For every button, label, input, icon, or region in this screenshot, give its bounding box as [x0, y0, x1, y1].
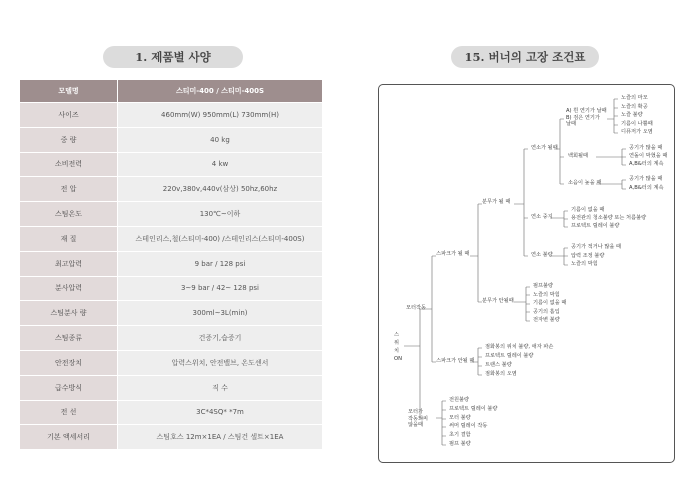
tree-bad-item: 노즐의 막힘	[571, 261, 598, 267]
tree-sparkfail-item: 프로텍트 릴레이 불량	[485, 353, 534, 359]
fault-table-title-banner	[451, 46, 599, 68]
spec-value: 건증기,습증기	[118, 326, 323, 351]
tree-ab-item: 노즐의 확공	[621, 103, 648, 110]
tree-ab-item: 기름이 나쁠때	[621, 120, 653, 127]
product-spec-table	[20, 80, 322, 450]
spec-header-key: 모델명	[20, 80, 118, 103]
spec-value: 220v,380v,440v(삼상) 50hz,60hz	[118, 177, 323, 202]
connector-buzzfail-list	[514, 287, 530, 321]
tree-root-switch-on: 치	[394, 348, 400, 354]
tree-white-item: A,B&터의 계속	[629, 161, 664, 167]
tree-combust-bad: 연소 불량	[531, 252, 553, 258]
tree-root-switch-on: ON	[394, 356, 402, 362]
tree-white-smoke: 백회될때	[568, 153, 589, 159]
spec-row	[20, 375, 322, 400]
tree-sparkfail-item: 점화봉의 오염	[485, 371, 517, 377]
spec-value: 4 kw	[118, 152, 323, 177]
tree-buzzfail-item: 공기의 흡입	[533, 308, 560, 315]
tree-buzz-ok: 분무가 될 때	[482, 199, 511, 205]
connector-ab-list	[607, 99, 618, 133]
spec-value: 460mm(W) 950mm(L) 730mm(H)	[118, 103, 323, 128]
tree-motoroff-item: 프로텍트 릴레이 불량	[449, 405, 498, 412]
tree-motoroff-item: 써머 릴레이 작동	[449, 423, 488, 430]
spec-row	[20, 251, 322, 276]
tree-combust-stop: 연소 중지	[531, 214, 553, 220]
tree-ab-cause: A) 흰 연기가 날때	[566, 108, 607, 114]
spec-key: 스팀종류	[20, 326, 118, 351]
spec-value: 압력스위치, 안전밸브, 온도센서	[118, 350, 323, 375]
tree-sparkfail-item: 점화봉의 위치 불량, 애자 파손	[485, 344, 554, 350]
spec-row	[20, 425, 322, 450]
tree-buzzfail-item: 펌프불량	[533, 283, 554, 289]
tree-motor-off: 모터가	[408, 409, 424, 415]
spec-key: 분사압력	[20, 276, 118, 301]
connector-spark-ok	[470, 204, 482, 302]
spec-row	[20, 226, 322, 251]
spec-row	[20, 301, 322, 326]
connector-root	[404, 309, 426, 418]
connector-white-list	[596, 149, 626, 165]
spec-value: 40 kg	[118, 127, 323, 152]
connector-motoroff-list	[436, 401, 446, 445]
spec-header-value: 스티미-400 / 스티미-400S	[118, 80, 323, 103]
tree-ab-item: 디퓨저가 오염	[621, 129, 653, 135]
spec-row	[20, 326, 322, 351]
tree-stop-item: 기름이 없을 때	[571, 207, 605, 213]
fault-tree-connectors	[378, 84, 675, 463]
spec-row	[20, 152, 322, 177]
spec-key: 안전장치	[20, 350, 118, 375]
tree-stop-item: 프로텍트 릴레이 불량	[571, 223, 620, 229]
spec-key: 사이즈	[20, 103, 118, 128]
spec-value: 3~9 bar / 42~ 128 psi	[118, 276, 323, 301]
tree-ab-cause: B) 검은 연기가	[566, 114, 600, 121]
spec-title: 1. 제품별 사양	[135, 50, 211, 64]
tree-spark-fail: 스파크가 안될 때	[436, 358, 475, 364]
tree-buzzfail-item: 전자변 불량	[533, 317, 560, 323]
spec-row	[20, 202, 322, 227]
tree-ab-item: 노즐 불량	[621, 112, 643, 118]
spec-title-banner	[103, 46, 243, 68]
spec-key: 중 량	[20, 127, 118, 152]
spec-row	[20, 350, 322, 375]
spec-header-row	[20, 80, 322, 103]
tree-buzzfail-item: 기름이 없을 때	[533, 300, 567, 306]
spec-key: 전 선	[20, 400, 118, 425]
spec-row	[20, 177, 322, 202]
tree-bad-item: 공기가 적거나 많을 때	[571, 244, 622, 250]
tree-noise-item: A,B&터의 계속	[629, 184, 664, 191]
tree-motoroff-item: 전원불량	[449, 397, 470, 403]
tree-buzz-fail: 분무가 안될때	[482, 298, 514, 304]
tree-motor-off: 작동되지	[408, 415, 429, 422]
tree-buzzfail-item: 노즐의 막힘	[533, 291, 560, 298]
spec-value: 300ml~3L(min)	[118, 301, 323, 326]
spec-key: 재 질	[20, 226, 118, 251]
tree-combust-fail: 연소가 될때	[531, 145, 558, 151]
connector-combust-fail	[554, 119, 564, 184]
spec-value: 직 수	[118, 375, 323, 400]
tree-stop-item: 용전관의 청소불량 또는 처름불량	[571, 215, 647, 221]
spec-key: 급수방식	[20, 375, 118, 400]
tree-sparkfail-item: 트랜스 불량	[485, 362, 512, 368]
spec-row	[20, 400, 322, 425]
tree-root-switch-on: 스	[394, 332, 400, 338]
tree-high-noise: 소음이 높을 때	[568, 180, 602, 186]
spec-key: 전 압	[20, 177, 118, 202]
spec-row	[20, 103, 322, 128]
fault-table-title: 15. 버너의 고장 조건표	[464, 50, 586, 64]
tree-noise-item: 공기가 많을 때	[629, 176, 663, 182]
tree-white-item: 연돌이 막혔을 때	[629, 153, 668, 159]
spec-value: 스팀호스 12m×1EA / 스팀건 셀트×1EA	[118, 425, 323, 450]
spec-key: 소비전력	[20, 152, 118, 177]
tree-motor-on: 모터작동	[406, 305, 427, 311]
tree-root-switch-on: 위	[394, 340, 400, 346]
spec-key: 기본 액세서리	[20, 425, 118, 450]
tree-motor-off: 않을때	[408, 422, 424, 428]
tree-ab-item: 노즐의 마모	[621, 95, 648, 101]
spec-key: 스팀분사 량	[20, 301, 118, 326]
spec-value: 9 bar / 128 psi	[118, 251, 323, 276]
spec-value: 3C*4SQ* *7m	[118, 400, 323, 425]
spec-key: 최고압력	[20, 251, 118, 276]
spec-value: 130℃~이하	[118, 202, 323, 227]
connector-buzz-ok	[514, 149, 528, 256]
spec-value: 스테인리스,철(스티미-400) /스테인리스(스티미-400S)	[118, 226, 323, 251]
spec-key: 스팀온도	[20, 202, 118, 227]
spec-row	[20, 127, 322, 152]
tree-motoroff-item: 초기 결함	[449, 432, 471, 439]
tree-motoroff-item: 모터 불량	[449, 414, 471, 421]
tree-motoroff-item: 펌프 불량	[449, 441, 471, 447]
tree-ab-cause: 날때	[566, 121, 577, 127]
tree-white-item: 공기가 많을 때	[629, 145, 663, 151]
tree-spark-ok: 스파크가 될 때	[436, 251, 470, 257]
spec-row	[20, 276, 322, 301]
tree-bad-item: 압력 조정 불량	[571, 252, 605, 259]
connector-motor-on	[426, 256, 436, 362]
